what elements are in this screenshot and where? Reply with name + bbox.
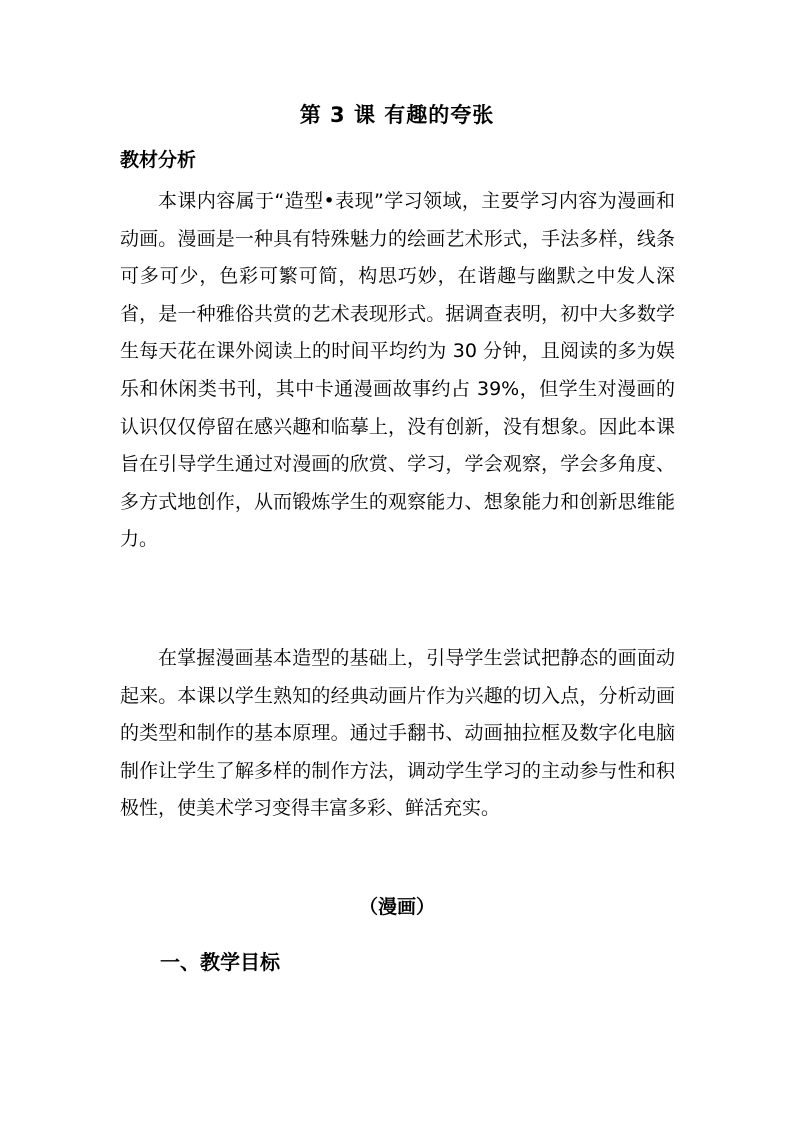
analysis-paragraph-2: 在掌握漫画基本造型的基础上，引导学生尝试把静态的画面动起来。本课以学生熟知的经典动画片作为兴趣的切入点，分析动画的类型和制作的基本原理。通过手翻书、动画抽拉框及数字化电脑制作让学生了解多样的制作方法，调动学生学习的主动参与性和积极性，使美术学习变得丰富多彩、鲜活充实。 (120, 647, 675, 820)
analysis-paragraph-1: 本课内容属于“造型•表现”学习领域，主要学习内容为漫画和动画。漫画是一种具有特殊魅力的绘画艺术形式，手法多样，线条可多可少，色彩可繁可简，构思巧妙，在谐趣与幽默之中发人深省，是一种雅俗共赏的艺术表现形式。据调查表明，初中大多数学生每天花在课外阅读上的时间平均约为 30 分钟，且阅读的多为娱乐和休闲类书刊，其中卡通漫画故事约占 39%，但学生对漫画的认识仅仅停留在感兴趣和临摹上，没有创新，没有想象。因此本课旨在引导学生通过对漫画的欣赏、学习，学会观察，学会多角度、多方式地创作，从而锻炼学生的观察能力、想象能力和创新思维能力。 (120, 190, 675, 551)
section-heading: 教材分析 (120, 149, 197, 171)
lesson-title: 第 3 课 有趣的夸张 (299, 103, 495, 127)
teaching-goals-heading: 一、教学目标 (160, 950, 280, 974)
comic-sub-heading: （漫画） (358, 896, 435, 918)
